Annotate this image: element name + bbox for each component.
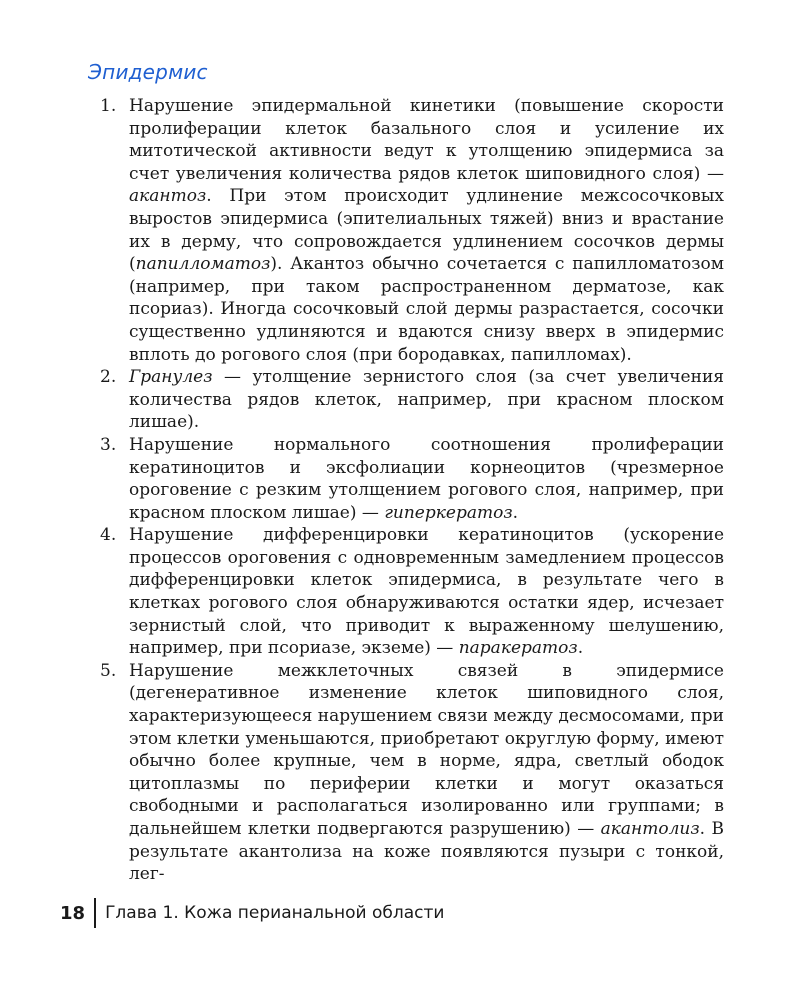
text-run: Нарушение нормального соотношения пролиферации кератиноцитов и эксфолиации корнеоцитов (чрезмерное ороговение с резким утолщением рогового слоя, например, при красном плоском лишае) —: [129, 434, 724, 523]
running-title: Глава 1. Кожа перианальной области: [105, 903, 445, 923]
term-italic: гиперкератоз: [384, 502, 513, 523]
text-run: . При этом происходит удлинение межсосочковых выростов эпидермиса (эпителиальных тяжей) вниз и врастание их в дерму, что сопровождается удлинением сосочков дермы (: [129, 186, 724, 275]
text-run: — утолщение зернистого слоя (за счет увеличения количества рядов клеток, например, при красном плоском лишае).: [129, 367, 724, 433]
list-item-number: 2.: [100, 367, 117, 388]
term-italic: паракератоз: [458, 638, 578, 659]
list-item-text: [129, 96, 724, 365]
list-item-number: 4.: [100, 525, 117, 546]
list-item-text: [129, 367, 724, 432]
list-item: [96, 434, 724, 524]
text-run: .: [512, 502, 519, 523]
text-run: Нарушение эпидермальной кинетики (повышение скорости пролиферации клеток базального слоя и усиление их митотической активности ведут к утолщению эпидермиса за счет увеличения количества рядов клеток шиповидного слоя) —: [129, 96, 724, 184]
list-item-text: [129, 661, 724, 884]
page-footer: [60, 898, 444, 928]
text-run: ). Акантоз обычно сочетается с папилломатозом (например, при таком распространенном дерматозе, как псориаз). Иногда сосочковый слой дермы разрастается, сосочки существенно удлиняются и вдаются снизу вверх в эпидермис вплоть до рогового слоя (при бородавках, папилломах).: [129, 254, 724, 365]
footer-divider: [94, 898, 96, 928]
page-number: 18: [60, 902, 86, 924]
section-title: Эпидермис: [88, 60, 208, 84]
list-item: [96, 95, 724, 366]
text-run: Нарушение межклеточных связей в эпидермисе (дегенеративное изменение клеток шиповидного слоя, характеризующееся нарушением связи между десмосомами, при этом клетки уменьшаются, приобретают округлую форму, имеют обычно более крупные, чем в норме, ядра, светлый ободок цитоплазмы по периферии клетки и могут оказаться свободными и располагаться изолированно или группами; в дальнейшем клетки подвергаются разрушению) —: [129, 660, 724, 839]
text-run: .: [577, 638, 584, 659]
list-item: [96, 366, 724, 434]
list-item-text: [129, 435, 724, 523]
text-run: Нарушение дифференцировки кератиноцитов (ускорение процессов ороговения с одновременным замедлением процессов дифференцировки клеток эпидермиса, в результате чего в клетках рогового слоя обнаруживаются остатки ядер, исчезает зернистый слой, что приводит к выраженному шелушению, например, при псориазе, экземе) —: [129, 525, 724, 659]
list-item-text: [129, 525, 724, 658]
list-item-number: 1.: [100, 96, 117, 116]
list-item: [96, 660, 724, 886]
term-italic: акантоз: [129, 186, 207, 207]
term-italic: папилломатоз: [135, 254, 271, 275]
term-italic: акантолиз: [600, 819, 700, 839]
list-item-number: 5.: [100, 660, 117, 681]
numbered-list: [96, 95, 724, 886]
list-item: [96, 524, 724, 660]
list-item-number: 3.: [100, 434, 117, 455]
term-italic: Гранулез: [129, 367, 213, 388]
text-run: . В результате акантолиза на коже появляются пузыри с тонкой, лег-: [129, 819, 724, 885]
